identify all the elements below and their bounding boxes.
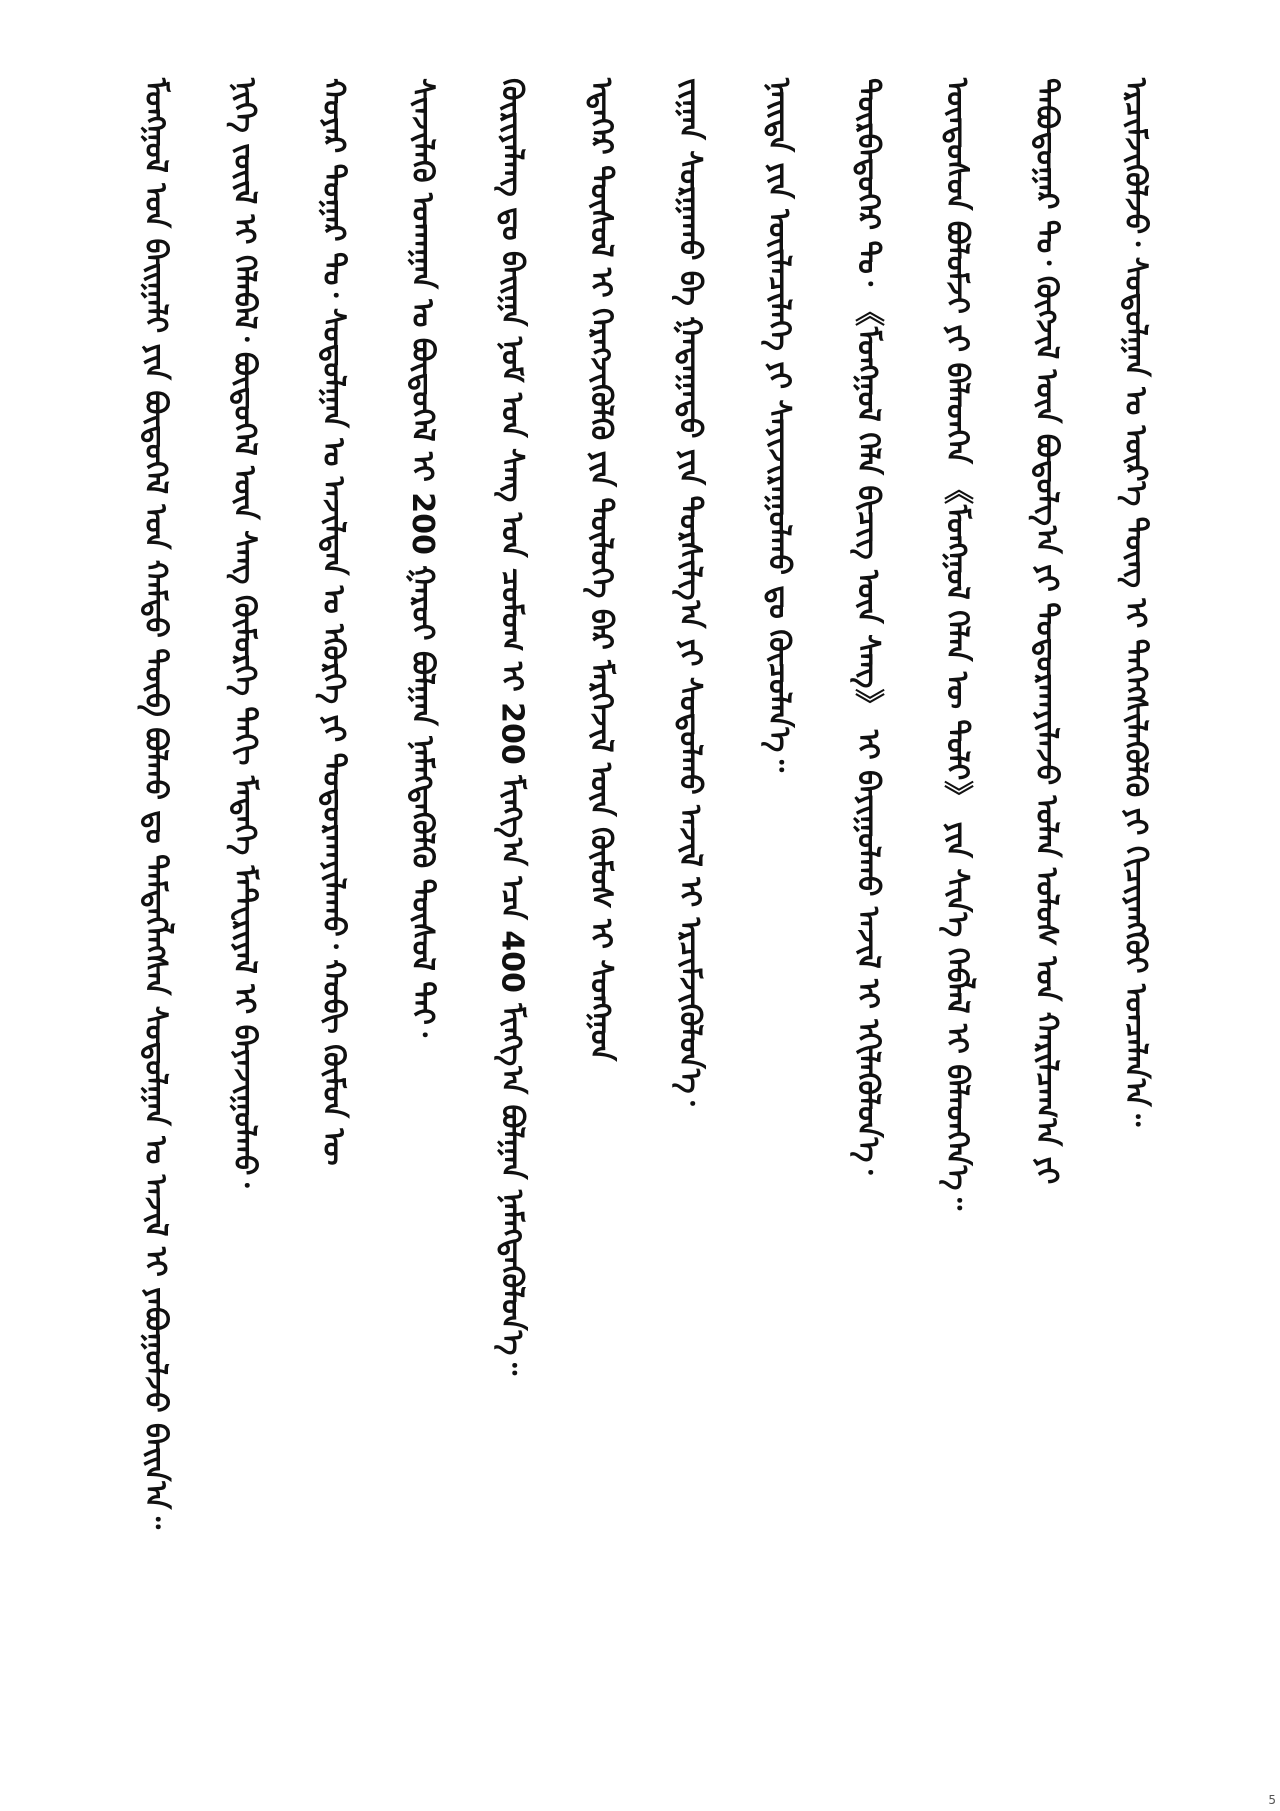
vertical-text-block bbox=[138, 78, 1153, 1758]
text-column-5: ᠬᠦᠷᠢᠶᠡᠯᠡᠩ ᠳᠤ ᠪᠠᠢ᠌ᠭᠠ ᠨᠣᠮ ᠤᠨ ᠰᠠᠩ ᠤᠨ ᠴᠣᠮᠣᠭ ᠢ 200 ᠮᠢᠩᠭ᠎ᠠ ᠡᠴᠡ 400 ᠮᠢᠩᠭ᠎ᠠ ᠪᠣᠯᠭᠠᠨ ᠨᠡᠮᠡᠭᠳᠡᠭᠦᠯᠦᠨ᠎ᠡ᠃ bbox=[494, 78, 530, 1376]
text-column-7: ᠵᠢᠭᠠᠨ ᠰᠤᠷᠭᠠᠬᠤ ᠪᠠ ᠭᠠᠳᠠᠭᠠᠳᠤ ᠶᠢᠨ ᠲᠤᠷᠰᠢᠯᠭ᠎ᠠ ᠶᠢ ᠰᠤᠳᠤᠯᠬᠤ ᠠᠵᠢᠯ ᠢ ᠡᠷᠴᠢᠮᠵᠢᠭᠦᠯᠦᠨ᠎ᠡ᠂ bbox=[672, 78, 708, 1106]
text-column-6: ᠡᠳᠡᠭᠡᠷ ᠲᠥᠰᠥᠯ ᠢ ᠬᠡᠷᠡᠭᠵᠢᠭᠦᠯᠬᠦ ᠶᠢᠨ ᠲᠥᠯᠦᠭᠡ ᠪᠠᠷ ᠮᠡᠷᠭᠡᠵᠢᠯ ᠦᠨ ᠬᠦᠮᠦᠰ ᠢ ᠰᠣᠩᠭᠣᠨ bbox=[583, 78, 619, 1062]
page-number: 5 bbox=[1268, 1793, 1276, 1807]
text-column-4: ᠰᠢᠨᠵᠢᠯᠡᠬᠦ ᠤᠬᠠᠭᠠᠨ ᠤ ᠪᠦᠲᠦᠭᠡᠯ ᠢ 200 ᠭᠠᠷᠤᠢ ᠪᠣᠯᠭᠠᠨ ᠨᠡᠮᠡᠭᠳᠡᠭᠦᠯᠬᠦ ᠲᠥᠰᠥᠯ ᠲᠠᠢ᠂ bbox=[405, 78, 441, 1038]
text-column-12: ᠡᠷᠴᠢᠮᠵᠢᠭᠦᠯᠵᠦ᠂ ᠰᠤᠳᠤᠯᠭᠠᠨ ᠤ ᠦᠷ᠎ᠡ ᠳᠦᠩ ᠢ ᠳᠡᠭᠡᠭᠰᠢᠯᠡᠭᠦᠯᠬᠦ ᠶᠢ ᠬᠢᠴᠢᠶᠡᠩᠭᠦᠢ ᠣᠨᠴᠠᠯᠠᠨ᠎ᠠ᠃ bbox=[1117, 78, 1153, 1127]
text-column-9: ᠳᠥᠷᠪᠡᠳᠦᠭᠡᠷ ᠲᠤ᠂ 《ᠮᠣᠩᠭᠣᠯ ᠬᠡᠯᠡ ᠪᠢᠴᠢᠭ ᠦᠨ ᠰᠠᠩ》 ᠢ ᠪᠠᠶᠢᠭᠤᠯᠬᠤ ᠠᠵᠢᠯ ᠢ ᠡᠬᠢᠯᠡᠭᠦᠯᠦᠨ᠎ᠡ᠂ bbox=[850, 78, 886, 1175]
text-column-11: ᠲᠠᠪᠤᠳᠤᠭᠠᠷ ᠲᠤ᠂ ᠬᠥᠭᠵᠢᠯ ᠦᠨ ᠪᠤᠳᠤᠯᠭ᠎ᠠ ᠶᠢ ᠲᠣᠳᠤᠷᠬᠠᠶᠢᠯᠠᠵᠤ ᠣᠯᠠᠨ ᠤᠯᠤᠰ ᠤᠨ ᠬᠠᠷᠢᠯᠴᠠᠭ᠎ᠠ ᠶᠢ bbox=[1028, 78, 1064, 1185]
text-column-2: ᠨᠢᠭᠡ ᠵᠦᠢᠯ ᠢ ᠬᠡᠯᠡᠪᠡᠯ᠂ ᠪᠦᠲᠦᠭᠡᠯ ᠦᠨ ᠰᠠᠩ ᠬᠥᠮᠦᠷᠭᠡ ᠳᠠᠬᠢ ᠮᠡᠳᠡᠭᠡ ᠮᠠᠲ᠋ᠧᠷᠢᠶᠠᠯ ᠢ ᠪᠠᠶᠠᠵᠢᠭᠤᠯᠬᠤ᠂ bbox=[227, 78, 263, 1188]
text-column-8: ᠨᠡᠢ᠌ᠲᠡ ᠶᠢᠨ ᠦᠢᠯᠡᠴᠢᠯᠡᠭᠡ ᠶᠢ ᠰᠠᠶᠢᠵᠢᠷᠠᠭᠤᠯᠬᠤ ᠳᠤ ᠬᠦᠴᠦᠯᠡᠨ᠎ᠡ᠃ bbox=[761, 78, 797, 773]
text-column-3: ᠬᠣᠶᠠᠷ ᠳᠤᠭᠠᠷ ᠲᠤ᠂ ᠰᠤᠳᠤᠯᠭᠠᠨ ᠤ ᠠᠵᠢᠯᠲᠠᠨ ᠤ ᠡᠭᠦᠷᠭᠡ ᠶᠢ ᠲᠣᠳᠤᠷᠬᠠᠶᠢᠯᠠᠬᠤ᠂ ᠬᠤᠪᠢ ᠬᠦᠮᠦᠨ ᠦ bbox=[316, 78, 352, 1166]
text-column-1: ᠮᠣᠩᠭᠣᠯ ᠤᠨ ᠪᠠᠢ᠌ᠭᠠᠯᠢ ᠶᠢᠨ ᠪᠦᠲᠦᠭᠡᠯ ᠤᠨ ᠬᠠᠮᠲᠤ ᠲᠥᠪ ᠪᠣᠯᠬᠤ ᠳᠤ ᠲᠡᠮᠳᠡᠭᠯᠡᠭᠰᠡᠨ ᠰᠤᠳᠤᠯᠭᠠᠨ ᠤ ᠠᠵᠢᠯ ᠢ ᠶᠠᠪᠤᠭᠤᠯᠵᠤ ᠪᠠᠢ᠌ᠨ᠎ᠠ᠃ bbox=[138, 78, 173, 1529]
text-column-10: ᠦᠨᠳᠦᠰᠦᠨ ᠪᠣᠯᠣᠮᠵᠢ ᠶᠢ ᠪᠡᠯᠡᠳᠬᠡᠨ 《ᠮᠣᠩᠭᠣᠯ ᠬᠡᠯᠡᠨ ᠦ ᠲᠣᠯᠢ》 ᠶᠢᠨ ᠰᠢᠨ᠎ᠡ ᠬᠡᠪᠯᠡᠯ ᠢ ᠪᠡᠯᠡᠳᠬᠡᠨ᠎ᠡ᠃ bbox=[939, 78, 975, 1211]
